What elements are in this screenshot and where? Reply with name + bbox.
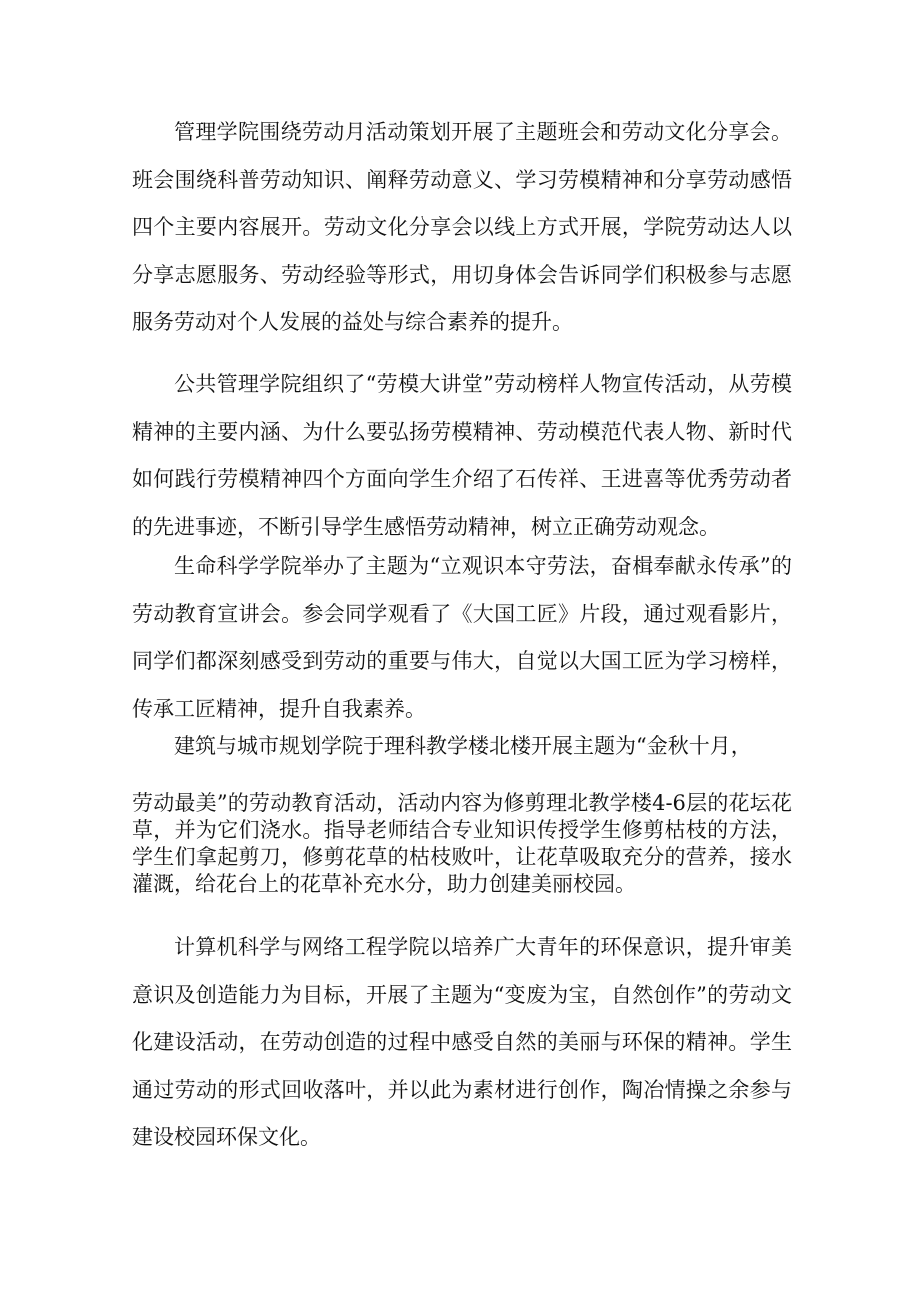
paragraph-life-science-school: 生命科学学院举办了主题为“立观识本守劳法，奋楫奉献永传承”的劳动教育宣讲会。参会同学观看了《大国工匠》片段，通过观看影片，同学们都深刻感受到劳动的重要与伟大，自觉以大国工匠为学习榜样，传承工匠精神，提升自我素养。	[132, 554, 792, 721]
paragraph-public-management-school: 公共管理学院组织了“劳模大讲堂”劳动榜样人物宣传活动，从劳模精神的主要内涵、为什么要弘扬劳模精神、劳动模范代表人物、新时代如何践行劳模精神四个方面向学生介绍了石传祥、王进喜等优秀劳动者的先进事迹，不断引导学生感悟劳动精神，树立正确劳动观念。	[132, 372, 792, 539]
paragraph-computer-science-school: 计算机科学与网络工程学院以培养广大青年的环保意识，提升审美意识及创造能力为目标，开展了主题为“变废为宝，自然创作”的劳动文化建设活动，在劳动创造的过程中感受自然的美丽与环保的精神。学生通过劳动的形式回收落叶，并以此为素材进行创作，陶冶情操之余参与建设校园环保文化。	[132, 935, 792, 1149]
paragraph-architecture-school-opening: 建筑与城市规划学院于理科教学楼北楼开展主题为“金秋十月，	[174, 734, 752, 758]
paragraph-architecture-school-body: 劳动最美”的劳动教育活动，活动内容为修剪理北教学楼4-6层的花坛花草，并为它们浇水。指导老师结合专业知识传授学生修剪枯枝的方法，学生们拿起剪刀，修剪花草的枯枝败叶，让花草吸取充分的营养，接水灌溉，给花台上的花草补充水分，助力创建美丽校园。	[132, 791, 792, 896]
paragraph-management-school: 管理学院围绕劳动月活动策划开展了主题班会和劳动文化分享会。班会围绕科普劳动知识、阐释劳动意义、学习劳模精神和分享劳动感悟四个主要内容展开。劳动文化分享会以线上方式开展，学院劳动达人以分享志愿服务、劳动经验等形式，用切身体会告诉同学们积极参与志愿服务劳动对个人发展的益处与综合素养的提升。	[132, 120, 792, 334]
